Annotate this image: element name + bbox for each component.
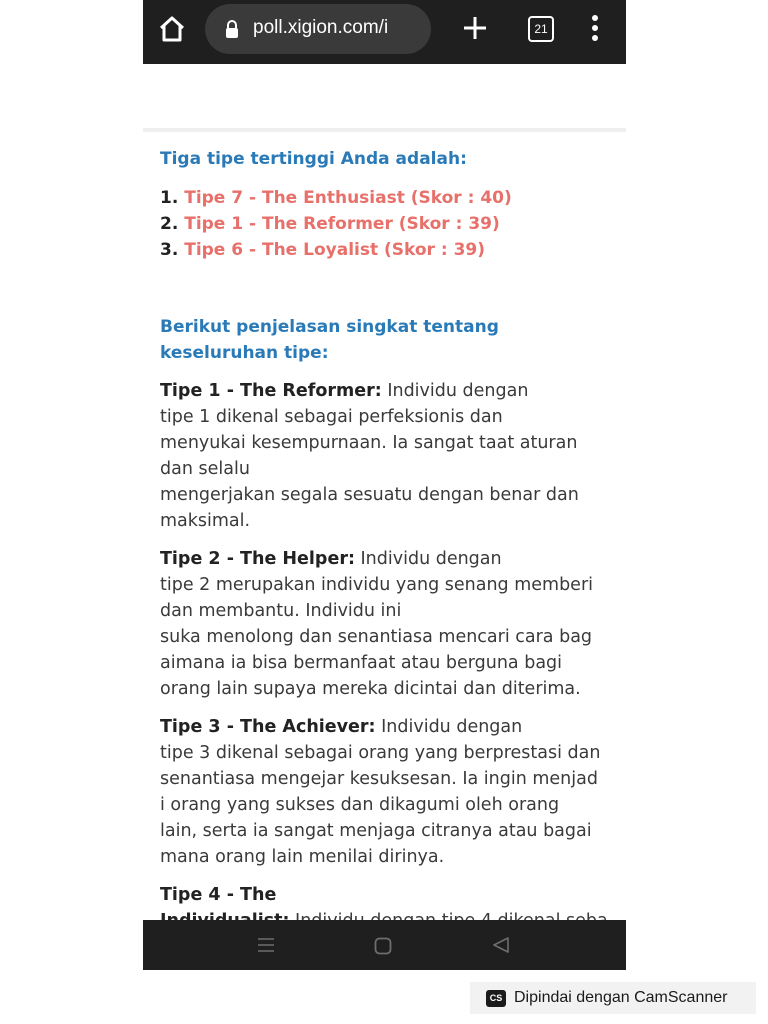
nav-home-icon[interactable]	[374, 937, 392, 955]
top-type-link[interactable]: Tipe 6 - The Loyalist (Skor : 39)	[184, 240, 485, 260]
explanation-heading: Berikut penjelasan singkat tentang keseluruhan tipe:	[160, 317, 499, 363]
top-type-link[interactable]: Tipe 7 - The Enthusiast (Skor : 40)	[184, 188, 512, 208]
new-tab-icon[interactable]	[461, 14, 489, 42]
recents-icon[interactable]	[257, 936, 275, 954]
lock-icon	[225, 20, 239, 38]
type-3-description: Tipe 3 - The Achiever: Individu dengan tipe 3 dikenal sebagai orang yang berprestasi dan senantiasa mengejar kesuksesan. Ia ingin menjad i orang yang sukses dan dikagumi oleh orang lain, serta ia sangat menjaga citranya atau bagai mana orang lain menilai dirinya.	[160, 717, 601, 867]
list-item: 2. Tipe 1 - The Reformer (Skor : 39)	[160, 214, 500, 234]
browser-toolbar	[143, 0, 626, 64]
type-2-description: Tipe 2 - The Helper: Individu dengan tipe 2 merupakan individu yang senang memberi dan membantu. Individu ini suka menolong dan senantiasa mencari cara bag aimana ia bisa bermanfaat atau berguna bagi orang lain supaya mereka dicintai dan diterima.	[160, 549, 593, 699]
list-item: 3. Tipe 6 - The Loyalist (Skor : 39)	[160, 240, 485, 260]
watermark-text: Dipindai dengan CamScanner	[514, 989, 728, 1006]
top-types-heading: Tiga tipe tertinggi Anda adalah:	[160, 149, 467, 169]
camscanner-watermark	[470, 982, 756, 1014]
home-icon[interactable]	[157, 14, 187, 44]
section-divider	[143, 128, 626, 132]
type-title: Tipe 1 - The Reformer:	[160, 381, 382, 401]
address-bar[interactable]	[205, 4, 431, 54]
list-item: 1. Tipe 7 - The Enthusiast (Skor : 40)	[160, 188, 512, 208]
type-title: Tipe 2 - The Helper:	[160, 549, 355, 569]
camscanner-logo: CS	[486, 990, 506, 1007]
tab-switcher-button[interactable]: 21	[528, 16, 554, 42]
type-title: Tipe 3 - The Achiever:	[160, 717, 376, 737]
back-icon[interactable]	[492, 936, 510, 954]
type-1-description: Tipe 1 - The Reformer: Individu dengan tipe 1 dikenal sebagai perfeksionis dan menyukai kesempurnaan. Ia sangat taat aturan dan selalu mengerjakan segala sesuatu dengan benar dan maksimal.	[160, 381, 579, 531]
top-type-link[interactable]: Tipe 1 - The Reformer (Skor : 39)	[184, 214, 500, 234]
type-title: Tipe 4 - The	[160, 885, 277, 905]
url-text: poll.xigion.com/i	[253, 17, 389, 38]
phone-screen	[143, 0, 626, 970]
android-nav-bar	[143, 920, 626, 970]
more-options-icon[interactable]	[587, 14, 603, 42]
top-types-list	[160, 185, 512, 263]
